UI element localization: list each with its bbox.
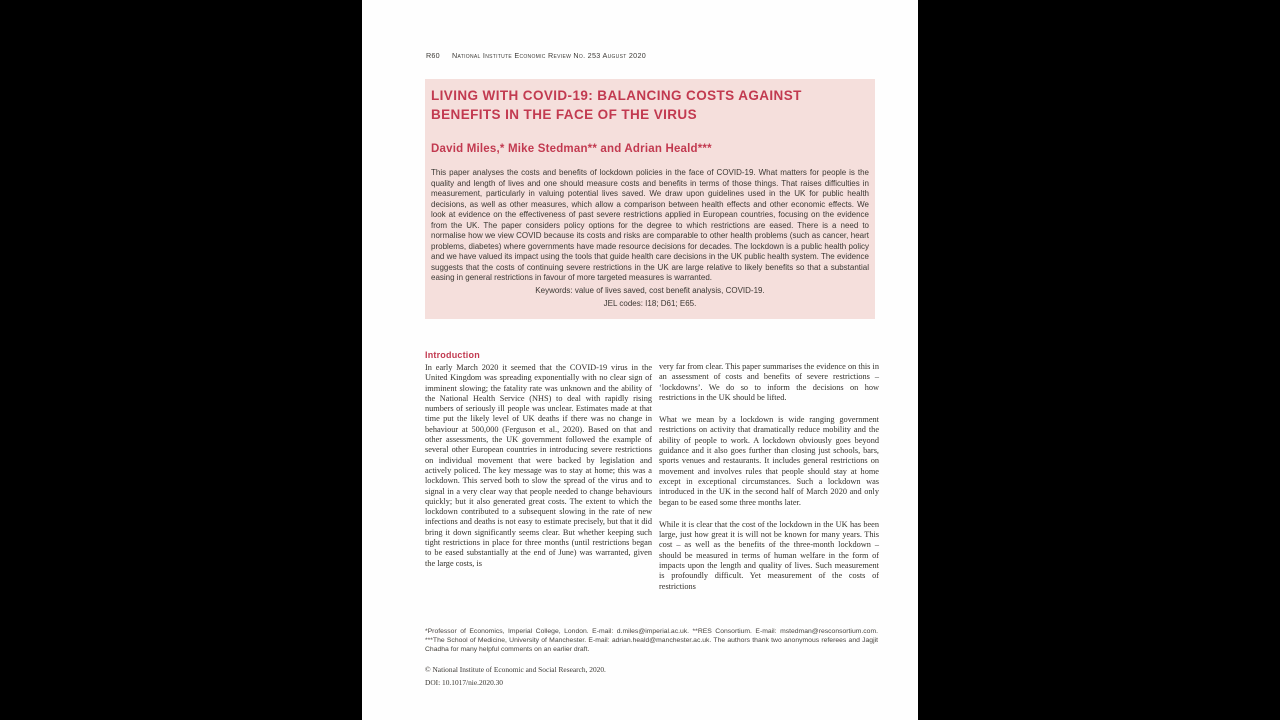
body-paragraph-3: While it is clear that the cost of the lockdown in the UK has been large, just how great it is will not be known for many years. This cost – as well as the benefits of the three-month lockdown – should be measured in terms of human welfare in the form of impacts upon the length and quality of lives. Such measurement is profoundly difficult. Yet measurement of the costs of restrictions <box>659 519 879 591</box>
article-body <box>425 350 879 592</box>
keywords-line: Keywords: value of lives saved, cost benefit analysis, COVID-19. <box>535 286 765 296</box>
doi-line: DOI: 10.1017/nie.2020.30 <box>425 678 504 687</box>
article-title: LIVING WITH COVID-19: BALANCING COSTS AGAINST BENEFITS IN THE FACE OF THE VIRUS <box>431 88 802 122</box>
jel-codes-line: JEL codes: I18; D61; E65. <box>603 298 697 308</box>
left-column <box>425 350 652 592</box>
body-paragraph-1: very far from clear. This paper summarises the evidence on this in an assessment of costs and benefits of severe restrictions – ‘lockdowns’. We do so to inform the decisions on how restrictions in the UK should be lifted. <box>659 362 879 402</box>
document-page <box>362 0 918 720</box>
abstract-text: This paper analyses the costs and benefits of lockdown policies in the face of COVID-19. What matters for people is the quality and length of lives and one should measure costs and benefits in terms of those things. That raises difficulties in measurement, particularly in valuing potential lives saved. We draw upon guidelines used in the UK for public health decisions, as well as other measures, which allow a comparison between health effects and other economic effects. We look at evidence on the effectiveness of past severe restrictions applied in European countries, focusing on the evidence from the UK. The paper considers policy options for the degree to which restrictions are eased. There is a need to normalise how we view COVID because its costs and risks are comparable to other health problems (such as cancer, heart problems, diabetes) where governments have made resource decisions for decades. The lockdown is a public health policy and we have valued its impact using the tools that guide health care decisions in the UK public health system. The evidence suggests that the costs of continuing severe restrictions in the UK are large relative to likely benefits so that a substantial easing in general restrictions in favour of more targeted measures is warranted. <box>431 168 869 283</box>
intro-paragraph-left: In early March 2020 it seemed that the COVID-19 virus in the United Kingdom was spreading exponentially with no clear sign of imminent slowing; the fatality rate was unknown and the ability of the National Health Service (NHS) to deal with rapidly rising numbers of seriously ill people was unclear. Estimates made at that time put the likely level of UK deaths if there was no change in behaviour at 500,000 (Ferguson et al., 2020). Based on that and other assessments, the UK government followed the example of several other European countries in introducing severe restrictions on individual movement that were backed by legislation and actively policed. The key message was to stay at home; this was a lockdown. This served both to slow the spread of the virus and to signal in a very clear way that people needed to change behaviours quickly; but it also generated great costs. The extent to which the lockdown contributed to a subsequent slowing in the rate of new infections and deaths is not easy to estimate precisely, but that it did bring it down significantly seems clear. But whether keeping such tight restrictions in place for three months (until restrictions began to be eased substantially at the end of June) was warranted, given the large costs, is <box>425 363 652 568</box>
page-number: R60 <box>426 51 440 60</box>
body-paragraph-2: What we mean by a lockdown is wide ranging government restrictions on activity that dramatically reduce mobility and the ability of people to work. A lockdown obviously goes beyond guidance and it also goes further than closing just schools, bars, sports venues and restaurants. It includes general restrictions on movement and involves rules that people should stay at home except in exceptional circumstances. Such a lockdown was introduced in the UK in the second half of March 2020 and only began to be eased some three months later. <box>659 415 879 507</box>
author-affiliations-footnote: *Professor of Economics, Imperial College, London. E-mail: d.miles@imperial.ac.uk. **RES Consortium. E-mail: mstedman@resconsortium.com. ***The School of Medicine, University of Manchester. E-mail: adrian.heald@manchester.ac.uk. The authors thank two anonymous referees and Jagjit Chadha for many helpful comments on an earlier draft. <box>425 628 878 653</box>
copyright-line: © National Institute of Economic and Social Research, 2020. <box>425 665 606 674</box>
right-column <box>659 350 879 592</box>
journal-title: National Institute Economic Review No. 253 August 2020 <box>452 51 647 60</box>
abstract-box <box>425 79 875 319</box>
section-heading-introduction: Introduction <box>425 350 480 360</box>
running-header <box>426 51 886 60</box>
article-authors: David Miles,* Mike Stedman** and Adrian Heald*** <box>431 143 712 155</box>
